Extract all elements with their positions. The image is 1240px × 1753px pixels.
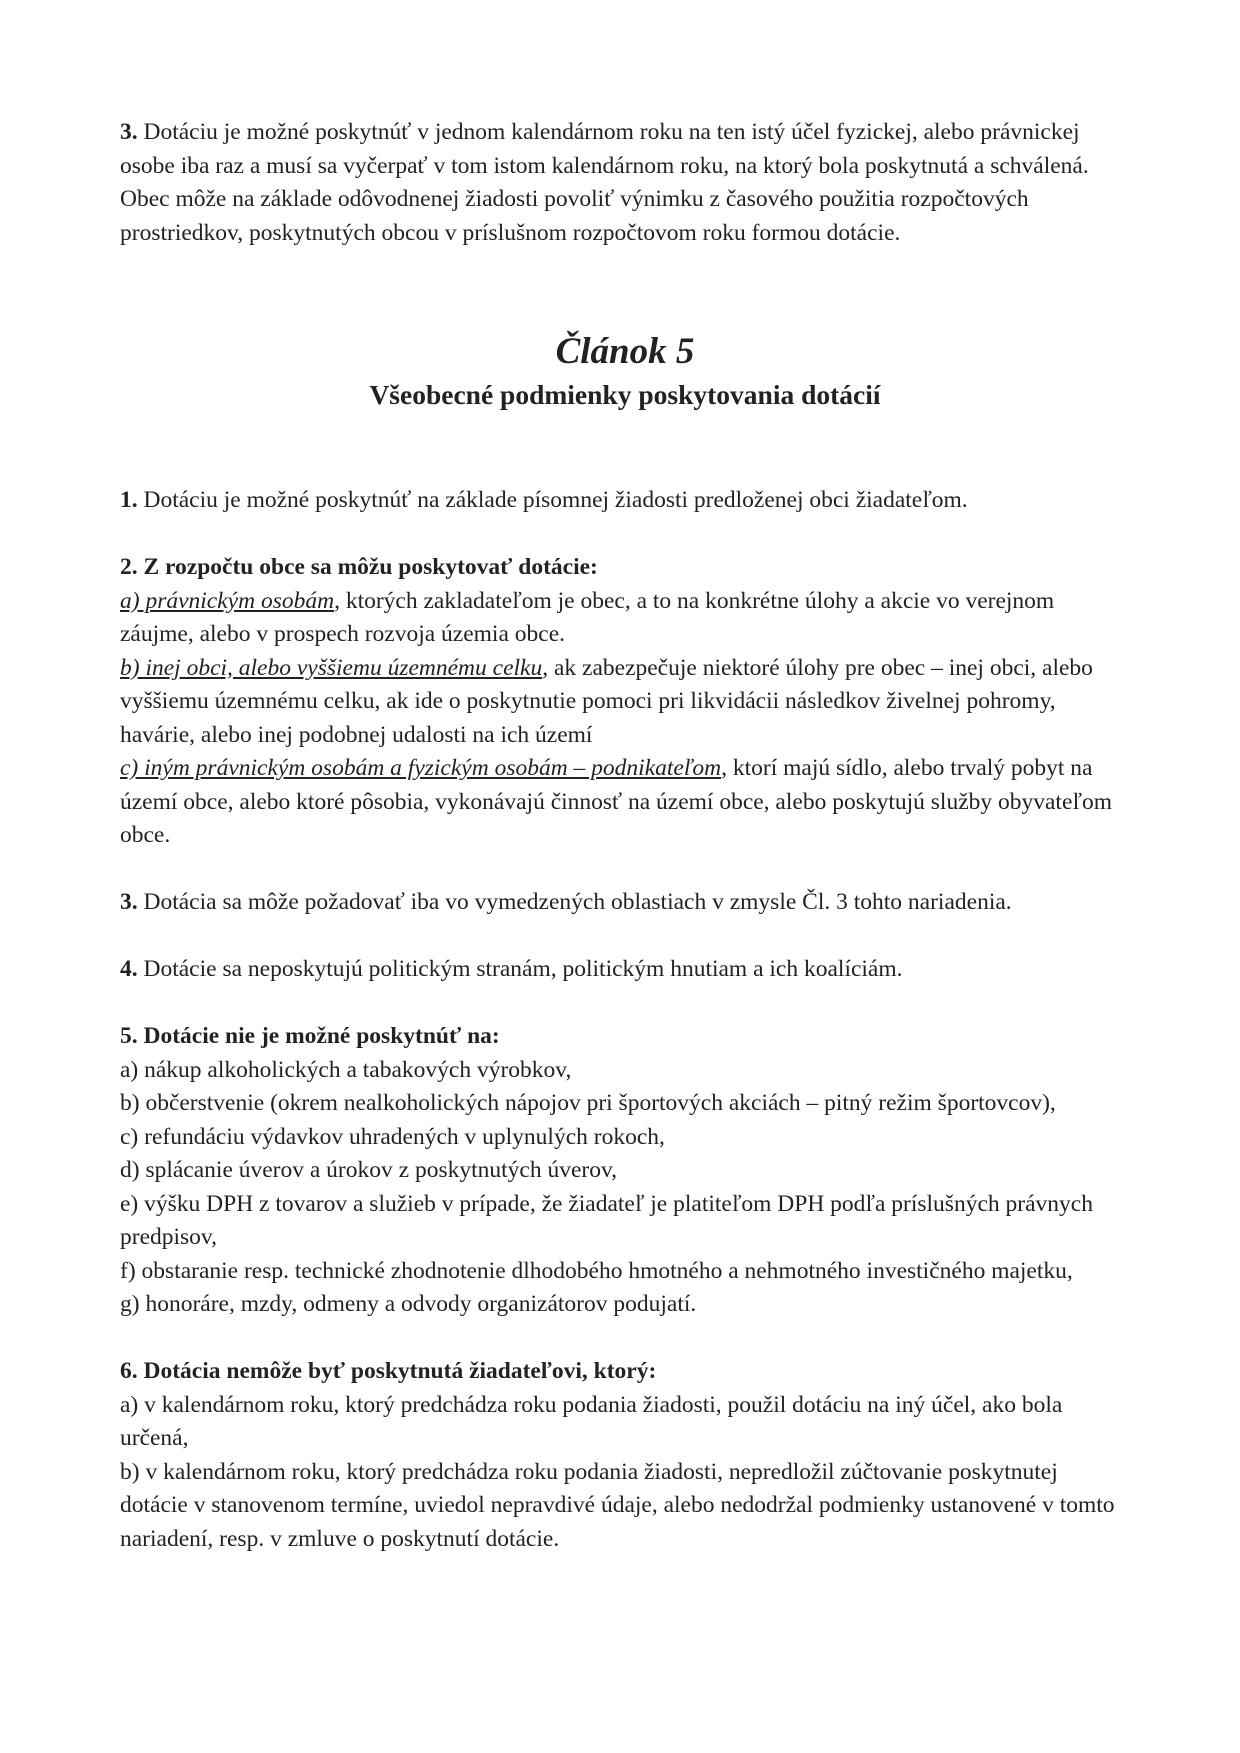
item-5 — [120, 1020, 1130, 1322]
item-4 — [120, 953, 1130, 987]
item-4-text: Dotácie sa neposkytujú politickým stranám, politickým hnutiam a ich koalíciám. — [143, 956, 903, 982]
item-5-heading: 5. Dotácie nie je možné poskytnúť na: — [120, 1023, 500, 1049]
item-6-heading: 6. Dotácia nemôže byť poskytnutá žiadateľovi, ktorý: — [120, 1358, 657, 1384]
document-page — [120, 116, 1130, 1556]
section-spacer — [120, 414, 1130, 484]
item-2 — [120, 551, 1130, 853]
item-1-text: Dotáciu je možné poskytnúť na základe písomnej žiadosti predloženej obci žiadateľom. — [143, 487, 968, 513]
item-2-heading: 2. Z rozpočtu obce sa môžu poskytovať dotácie: — [120, 554, 598, 580]
item-3 — [120, 886, 1130, 920]
item-5-line-f: f) obstaranie resp. technické zhodnotenie dlhodobého hmotného a nehmotného investičného majetku, — [120, 1257, 1073, 1284]
item-4-number: 4. — [120, 956, 138, 982]
item-1 — [120, 484, 1130, 518]
intro-paragraph — [120, 116, 1130, 250]
item-3-text: Dotácia sa môže požadovať iba vo vymedzených oblastiach v zmysle Čl. 3 tohto nariadenia. — [143, 889, 1012, 915]
intro-text: Dotáciu je možné poskytnúť v jednom kalendárnom roku na ten istý účel fyzickej, alebo právnickej osobe iba raz a musí sa vyčerpať v tom istom kalendárnom roku, na ktorý bola poskytnutá a schválená. Obec môže na základe odôvodnenej žiadosti povoliť výnimku z časového použitia rozpočtových prostriedkov, poskytnutých obcou v príslušnom rozpočtovom roku formou dotácie. — [120, 119, 1089, 246]
article-subtitle: Všeobecné podmienky poskytovania dotácií — [369, 379, 881, 410]
item-2-sub-a-text: , ktorých zakladateľom je obec, a to na konkrétne úlohy a akcie vo verejnom záujme, alebo v prospech rozvoja územia obce. — [120, 587, 1055, 647]
item-2-sub-c — [120, 752, 1130, 853]
item-5-line-c: c) refundáciu výdavkov uhradených v uplynulých rokoch, — [120, 1123, 665, 1150]
item-5-line-d: d) splácanie úverov a úrokov z poskytnutých úverov, — [120, 1157, 618, 1183]
item-2-sub-b-label: b) inej obci, alebo vyššiemu územnému celku — [120, 654, 543, 681]
item-2-sub-c-text: , ktorí majú sídlo, alebo trvalý pobyt na území obce, alebo ktoré pôsobia, vykonávajú činnosť na území obce, alebo poskytujú služby obyvateľom obce. — [120, 755, 1112, 848]
article-heading — [120, 330, 1130, 414]
item-6 — [120, 1355, 1130, 1556]
item-2-sub-b-text: , ak zabezpečuje niektoré úlohy pre obec – inej obci, alebo vyššiemu územnému celku, ak ide o poskytnutie pomoci pri likvidácii následkov živelnej pohromy, havárie, alebo inej podobnej udalosti na ich území — [120, 654, 1093, 748]
item-5-line-a: a) nákup alkoholických a tabakových výrobkov, — [120, 1056, 572, 1083]
intro-number: 3. — [120, 119, 138, 145]
item-2-sub-c-label: c) iným právnickým osobám a fyzickým osobám – podnikateľom — [120, 755, 722, 781]
item-6-line-a: a) v kalendárnom roku, ktorý predchádza roku podania žiadosti, použil dotáciu na iný účel, ako bola určená, — [120, 1391, 1063, 1451]
item-2-sub-a — [120, 585, 1130, 652]
item-3-number: 3. — [120, 889, 138, 915]
item-6-line-b: b) v kalendárnom roku, ktorý predchádza roku podania žiadosti, nepredložil zúčtovanie poskytnutej dotácie v stanovenom termíne, uviedol nepravdivé údaje, alebo nedodržal podmienky ustanovené v tomto nariadení, resp. v zmluve o poskytnutí dotácie. — [120, 1458, 1115, 1552]
article-title: Článok 5 — [555, 331, 695, 372]
item-5-line-e: e) výšku DPH z tovarov a služieb v prípade, že žiadateľ je platiteľom DPH podľa príslušných právnych predpisov, — [120, 1190, 1093, 1250]
item-2-sub-b — [120, 652, 1130, 753]
item-1-number: 1. — [120, 487, 138, 513]
item-2-sub-a-label: a) právnickým osobám — [120, 587, 335, 614]
item-5-line-g: g) honoráre, mzdy, odmeny a odvody organizátorov podujatí. — [120, 1291, 697, 1317]
item-5-line-b: b) občerstvenie (okrem nealkoholických nápojov pri športových akciách – pitný režim športovcov), — [120, 1090, 1056, 1116]
